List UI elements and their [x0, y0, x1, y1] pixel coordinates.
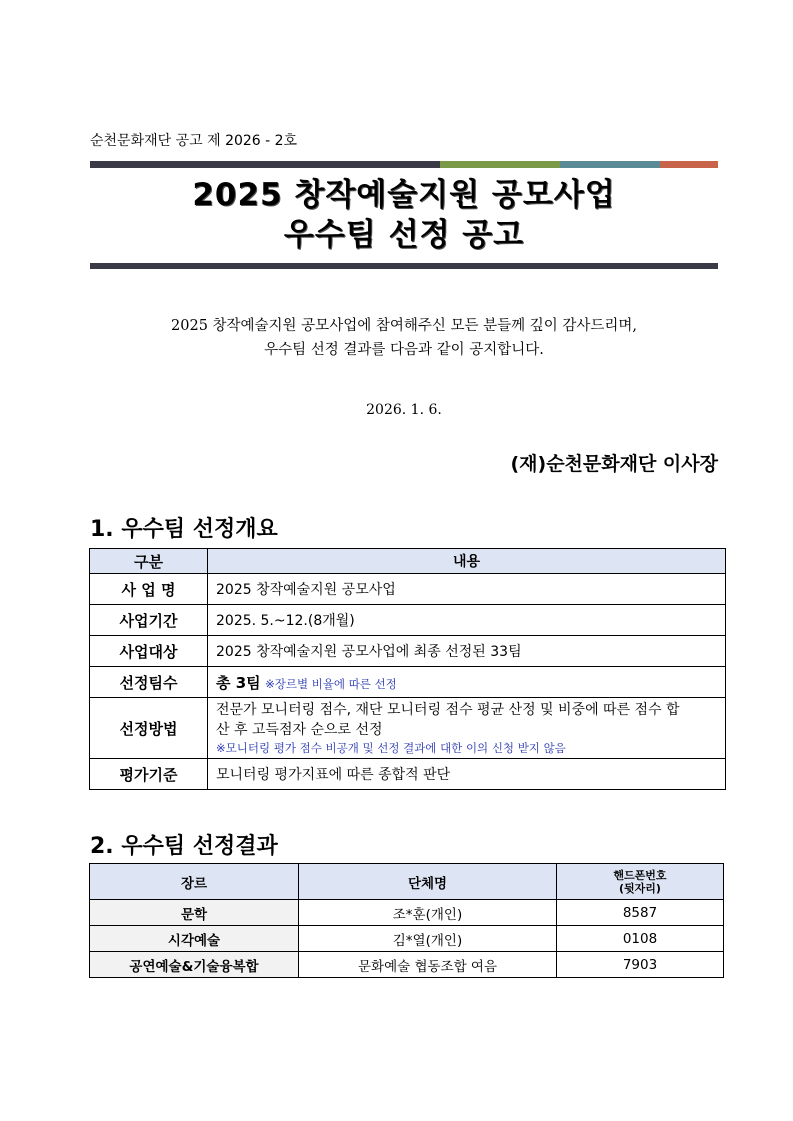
team-cell: 문화예술 협동조합 여음 [299, 952, 557, 978]
row-value [208, 698, 726, 759]
intro-line-2: 우수팀 선정 결과를 다음과 같이 공지합니다. [264, 342, 544, 358]
notice-number: 순천문화재단 공고 제 2026 - 2호 [90, 133, 298, 149]
phone-cell: 8587 [557, 900, 724, 926]
table-header-row [90, 549, 726, 574]
row-value [208, 667, 726, 698]
team-cell: 조*훈(개인) [299, 900, 557, 926]
color-bar-segment [560, 161, 660, 168]
title-underline [90, 263, 718, 269]
row-label: 선정팀수 [90, 667, 208, 698]
method-note: ※모니터링 평가 점수 비공개 및 선정 결과에 대한 이의 신청 받지 않음 [216, 741, 566, 755]
header-genre: 장르 [90, 864, 299, 900]
table-row [90, 574, 726, 605]
team-count-note: ※장르별 비율에 따른 선정 [265, 676, 397, 691]
title-line-1: 2025 창작예술지원 공모사업 [192, 177, 616, 213]
signer: (재)순천문화재단 이사장 [510, 453, 718, 475]
header-phone [557, 864, 724, 900]
method-line-2: 산 후 고득점자 순으로 선정 [216, 722, 383, 738]
row-label: 평가기준 [90, 759, 208, 790]
intro-line-1: 2025 창작예술지원 공모사업에 참여해주신 모든 분들께 깊이 감사드리며, [171, 318, 637, 334]
section2-title: 2. 우수팀 선정결과 [90, 834, 278, 859]
table-row [90, 667, 726, 698]
table-row [90, 698, 726, 759]
header-phone-line-2: (뒷자리) [619, 881, 661, 895]
table-row [90, 605, 726, 636]
phone-cell: 0108 [557, 926, 724, 952]
team-cell: 김*열(개인) [299, 926, 557, 952]
overview-table [89, 548, 726, 790]
genre-cell: 시각예술 [90, 926, 299, 952]
table-row [90, 900, 724, 926]
header-team: 단체명 [299, 864, 557, 900]
row-label: 사 업 명 [90, 574, 208, 605]
row-label: 사업기간 [90, 605, 208, 636]
color-bar-segment [440, 161, 560, 168]
header-col-content: 내용 [208, 549, 726, 574]
table-row [90, 636, 726, 667]
method-line-1: 전문가 모니터링 점수, 재단 모니터링 점수 평균 산정 및 비중에 따른 점수 합 [216, 702, 680, 718]
table-header-row [90, 864, 724, 900]
phone-cell: 7903 [557, 952, 724, 978]
team-count: 총 3팀 [216, 673, 261, 692]
genre-cell: 공연예술&기술융복합 [90, 952, 299, 978]
page-title [90, 175, 718, 255]
section1-title: 1. 우수팀 선정개요 [90, 517, 278, 542]
intro-text [90, 314, 718, 362]
row-value: 2025 창작예술지원 공모사업 [208, 574, 726, 605]
table-row [90, 926, 724, 952]
row-label: 사업대상 [90, 636, 208, 667]
notice-date: 2026. 1. 6. [366, 402, 442, 418]
row-label: 선정방법 [90, 698, 208, 759]
title-line-2: 우수팀 선정 공고 [283, 217, 525, 253]
color-bar-segment [90, 161, 440, 168]
results-table [89, 863, 724, 978]
color-bar-segment [660, 161, 718, 168]
row-value: 2025 창작예술지원 공모사업에 최종 선정된 33팀 [208, 636, 726, 667]
header-col-category: 구분 [90, 549, 208, 574]
decorative-color-bar [90, 161, 718, 168]
row-value: 모니터링 평가지표에 따른 종합적 판단 [208, 759, 726, 790]
table-row [90, 952, 724, 978]
genre-cell: 문학 [90, 900, 299, 926]
table-row [90, 759, 726, 790]
row-value: 2025. 5.~12.(8개월) [208, 605, 726, 636]
header-phone-line-1: 핸드폰번호 [613, 868, 667, 882]
